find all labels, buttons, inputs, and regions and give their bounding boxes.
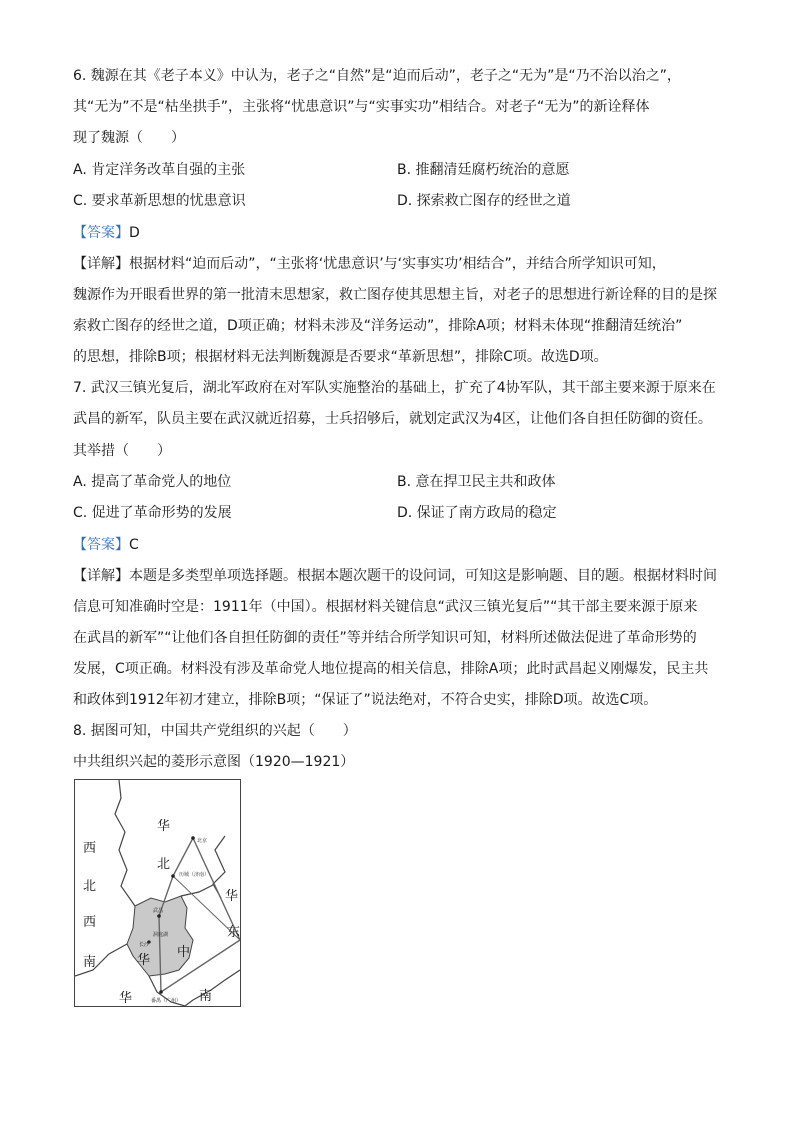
q6-stem-line2: 其“无为”不是“枯坐拱手”，主张将“忧患意识”与“实事实功”相结合。对老子“无为”的新诠释体: [73, 99, 650, 115]
city-dot-guangzhou: [159, 990, 163, 994]
answer-value: D: [129, 225, 140, 241]
q7-stem-line1: 7. 武汉三镇光复后，湖北军政府在对军队实施整治的基础上，扩充了4协军队，其干部主要来源于原来在: [73, 380, 716, 396]
boundary-line-northwest: [115, 780, 135, 906]
q7-option-b: B. 意在捍卫民主共和政体: [397, 474, 556, 490]
city-label-jinan: 历城（济南）: [179, 872, 210, 878]
region-label-bei-northwest: 北: [83, 879, 97, 894]
detail-text: 本题是多类型单项选择题。根据本题次题干的设问词，可知这是影响题、目的题。根据材料时间: [129, 568, 717, 584]
q7-option-a: A. 提高了革命党人的地位: [73, 474, 232, 490]
q7-option-d: D. 保证了南方政局的稳定: [397, 505, 557, 521]
q8-stem-line1: 8. 据图可知，中国共产党组织的兴起（ ）: [73, 723, 357, 739]
cpc-rhombus-map: [74, 779, 241, 1007]
detail-tag: 【详解】: [73, 568, 129, 584]
city-dot-beijing: [191, 836, 195, 840]
q6-detail-line4: 的思想，排除B项；根据材料无法判断魏源是否要求“革新思想”，排除C项。故选D项。: [73, 349, 608, 365]
q6-stem-line3: 现了魏源（ ）: [73, 130, 185, 146]
city-label-wuhan: 武昌: [153, 908, 164, 914]
q7-option-c: C. 促进了革命形势的发展: [73, 505, 232, 521]
region-label-xi-northwest: 西: [83, 841, 97, 856]
q7-answer: [73, 535, 139, 555]
q8-figure-caption: 中共组织兴起的菱形示意图（1920—1921）: [73, 754, 355, 770]
q7-detail-line5: 和政体到1912年初才建立，排除B项；“保证了”说法绝对，不符合史实，排除D项。故选C项。: [73, 692, 658, 708]
region-label-nan-south: 南: [199, 989, 213, 1004]
region-label-bei-north: 北: [157, 857, 171, 872]
region-label-xi-southwest: 西: [83, 915, 97, 930]
q6-option-d: D. 探索救亡图存的经世之道: [397, 193, 571, 209]
city-label-dongtinghu: 洞庭湖: [153, 932, 169, 938]
detail-text: 根据材料“迫而后动”，“主张将‘忧患意识’与‘实事实功’相结合”，并结合所学知识可知，: [129, 256, 666, 272]
city-dot-jinan: [171, 874, 175, 878]
city-label-guangzhou: 番禺（广州）: [151, 998, 182, 1004]
q6-detail-line2: 魏源作为开眼看世界的第一批清末思想家，救亡图存使其思想主旨，对老子的思想进行新诠释的目的是探: [73, 287, 717, 303]
q6-detail-line3: 索救亡图存的经世之道，D项正确；材料未涉及“洋务运动”，排除A项；材料未体现“推翻清廷统治”: [73, 318, 683, 334]
q6-option-b: B. 推翻清廷腐朽统治的意愿: [397, 162, 570, 178]
region-label-zhong: 中: [177, 945, 191, 960]
q6-detail-line1: [73, 254, 666, 274]
boundary-line-east: [181, 884, 215, 896]
q7-stem-line2: 武昌的新军，队员主要在武汉就近招募，士兵招够后，就划定武汉为4区，让他们各自担任防御的资任。: [73, 411, 712, 427]
answer-tag: 【答案】: [73, 225, 129, 241]
city-dot-wuhan: [157, 914, 161, 918]
region-label-nan-southwest: 南: [83, 955, 97, 970]
map-svg: [75, 780, 240, 1006]
region-label-hua-central: 华: [137, 953, 151, 968]
region-label-hua-north: 华: [157, 819, 171, 834]
q7-detail-line1: [73, 566, 717, 586]
region-label-hua-east: 华: [225, 889, 239, 904]
q7-stem-line3: 其举措（ ）: [73, 443, 171, 459]
region-label-hua-south: 华: [119, 991, 133, 1006]
q7-detail-line2: 信息可知准确时空是：1911年（中国）。根据材料关键信息“武汉三镇光复后”“其干部主要来源于原来: [73, 599, 698, 615]
q7-detail-line3: 在武昌的新军”“让他们各自担任防御的责任”等并结合所学知识可知，材料所述做法促进了革命形势的: [73, 630, 697, 646]
answer-value: C: [129, 537, 139, 553]
detail-tag: 【详解】: [73, 256, 129, 272]
answer-tag: 【答案】: [73, 537, 129, 553]
q6-option-c: C. 要求革新思想的忧患意识: [73, 193, 246, 209]
q6-stem-line1: 6. 魏源在其《老子本义》中认为，老子之“自然”是“迫而后动”，老子之“无为”是“乃不治以治之”，: [73, 68, 681, 84]
q6-option-a: A. 肯定洋务改革自强的主张: [73, 162, 246, 178]
boundary-line-northeast: [213, 836, 225, 898]
city-label-beijing: 北京: [197, 838, 208, 844]
q7-detail-line4: 发展，C项正确。材料没有涉及革命党人地位提高的相关信息，排除A项；此时武昌起义刚爆发，民主共: [73, 661, 709, 677]
coastline: [185, 970, 240, 1006]
region-label-dong: 东: [227, 925, 240, 940]
q6-answer: [73, 223, 140, 243]
city-label-changsha: 长沙: [139, 942, 150, 948]
